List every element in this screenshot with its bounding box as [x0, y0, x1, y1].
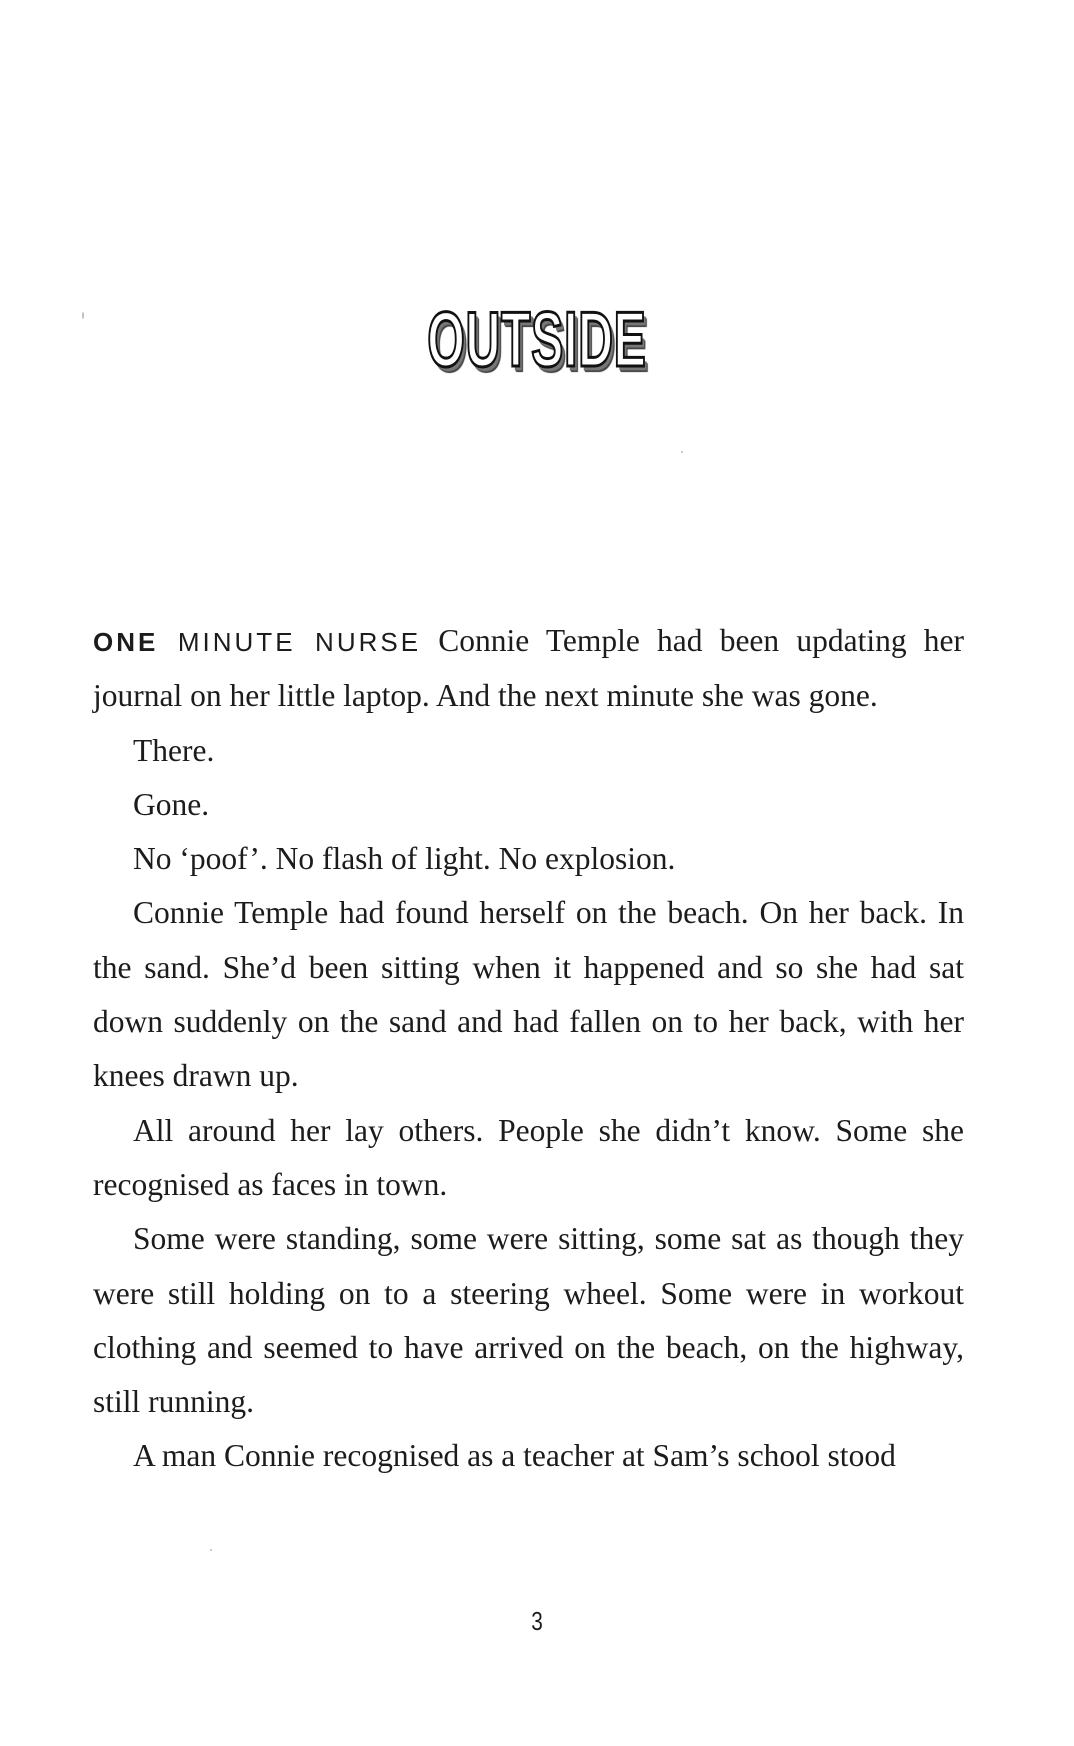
paragraph: Some were standing, some were sitting, some sat as though they were still holding on to a steering wheel. Some were in workout clothing and seemed to have arrived on the beach, on the highway, still running.: [93, 1221, 964, 1420]
paragraph: No ‘poof’. No flash of light. No explosion.: [133, 841, 676, 877]
lead-in-bold: ONE: [93, 627, 159, 657]
paragraph: Connie Temple had found herself on the beach. On her back. In the sand. She’d been sitting when it happened and so she had sat down suddenly on the sand and had fallen on to her back, with her knees drawn up.: [93, 895, 964, 1094]
paragraph-text: Connie Temple had been updating her journal on her little laptop. And the next minute she was gone.: [93, 623, 964, 714]
paragraph: Gone.: [133, 786, 210, 822]
paragraph: A man Connie recognised as a teacher at Sam’s school stood: [133, 1438, 896, 1474]
print-speck: [210, 1549, 212, 1551]
print-speck: [681, 451, 683, 453]
paragraph: There.: [133, 732, 215, 768]
lead-in-caps: MINUTE NURSE: [177, 627, 422, 657]
paragraph: All around her lay others. People she didn’t know. Some she recognised as faces in town.: [93, 1112, 964, 1202]
chapter-title: OUTSIDE: [427, 295, 647, 383]
paragraph: [93, 614, 964, 724]
page-number: 3: [531, 1606, 543, 1636]
chapter-heading: [0, 295, 1074, 383]
body-text: [93, 614, 964, 1484]
lead-in: [93, 627, 421, 657]
